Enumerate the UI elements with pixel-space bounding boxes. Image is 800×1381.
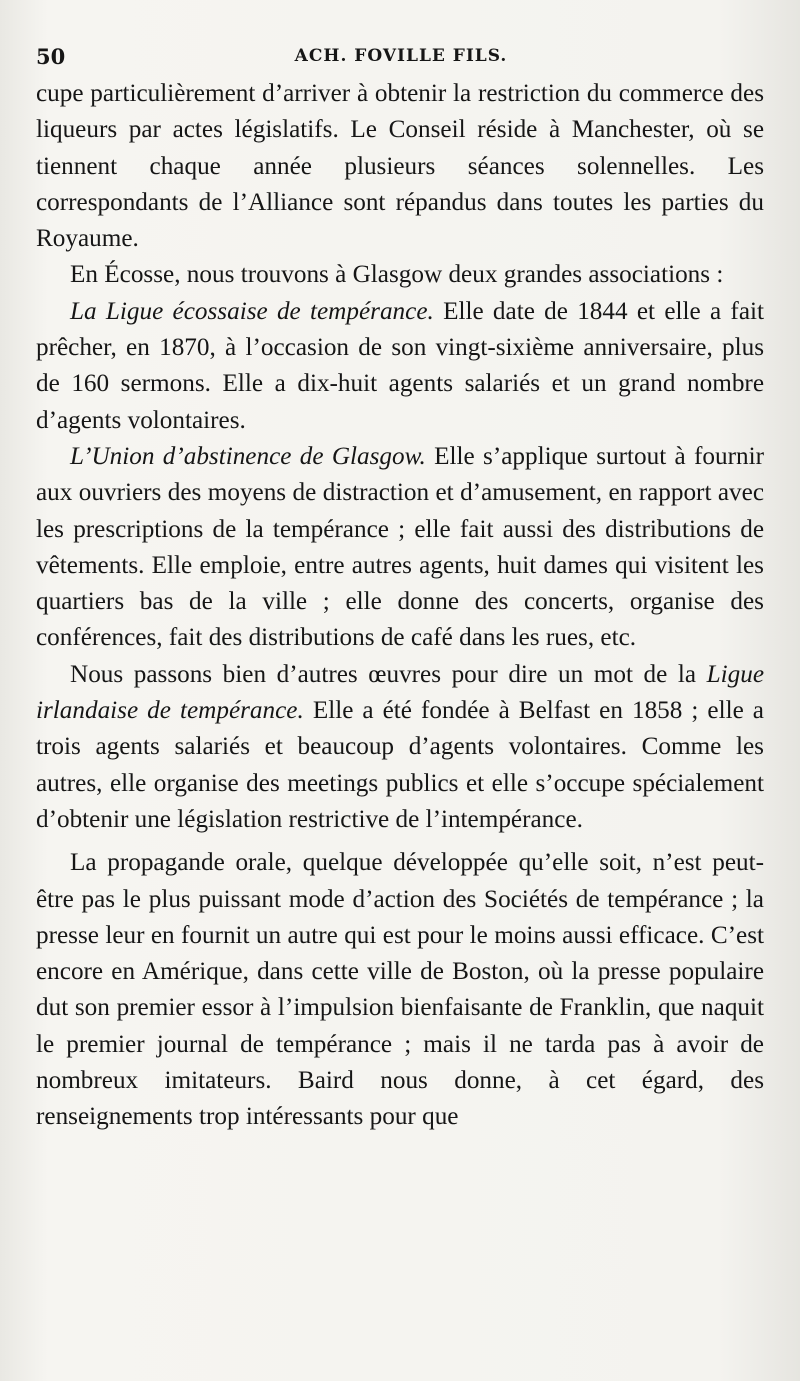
- paragraph-text: Elle a été fondée à Belfast en 1858 ; elle a trois agents salariés et beaucoup d’agents volontaires. Comme les autres, elle organise des meetings publics et elle s’occupe spécialement d’obtenir une législation restrictive de l’intempérance.: [36, 697, 764, 833]
- paragraph-italic-lead: L’Union d’abstinence de Glasgow.: [70, 442, 426, 470]
- paragraph-text-before: Nous passons bien d’autres œuvres pour dire un mot de la: [70, 660, 707, 688]
- paragraph: [36, 439, 764, 657]
- paragraph-text: Elle date de 1844 et elle a fait prêcher, en 1870, à l’occasion de son vingt-sixième anniversaire, plus de 160 sermons. Elle a dix-huit agents salariés et un grand nombre d’agents volontaires.: [36, 297, 764, 434]
- body-text: [36, 76, 764, 1136]
- page-number: 50: [36, 44, 66, 69]
- paragraph-text: En Écosse, nous trouvons à Glasgow deux grandes associations :: [70, 261, 724, 289]
- running-head: ACH. FOVILLE FILS.: [294, 46, 508, 66]
- paragraph-text: cupe particulièrement d’arriver à obtenir la restriction du commerce des liqueurs par actes législatifs. Le Conseil réside à Manchester, où se tiennent chaque année plusieurs séances solennelles. Les correspondants de l’Alliance sont répandus dans toutes les parties du Royaume.: [36, 80, 764, 253]
- paragraph: [36, 845, 764, 1135]
- paragraph-italic-title: Ligue irlandaise de tempérance.: [36, 660, 764, 725]
- paragraph: [36, 76, 764, 257]
- paragraph-italic-lead: La Ligue écossaise de tempérance.: [70, 297, 434, 325]
- paragraph-text: La propagande orale, quelque développée qu’elle soit, n’est peut-être pas le plus puissant mode d’action des Sociétés de tempérance ; la presse leur en fournit un autre qui est pour le moins aussi efficace. C’est encore en Amérique, dans cette ville de Boston, où la presse populaire dut son premier essor à l’impulsion bienfaisante de Franklin, que naquit le premier journal de tempérance ; mais il ne tarda pas à avoir de nombreux imitateurs. Baird nous donne, à cet égard, des renseignements trop intéressants pour que: [36, 849, 764, 1131]
- page-header: [36, 44, 766, 74]
- paragraph: [36, 294, 764, 439]
- paragraph: [36, 657, 764, 838]
- paragraph: [36, 257, 764, 293]
- paragraph-text: Elle s’applique surtout à fournir aux ouvriers des moyens de distraction et d’amusement, en rapport avec les prescriptions de la tempérance ; elle fait aussi des distributions de vêtements. Elle emploie, entre autres agents, huit dames qui visitent les quartiers bas de la ville ; elle donne des concerts, organise des conférences, fait des distributions de café dans les rues, etc.: [36, 442, 764, 652]
